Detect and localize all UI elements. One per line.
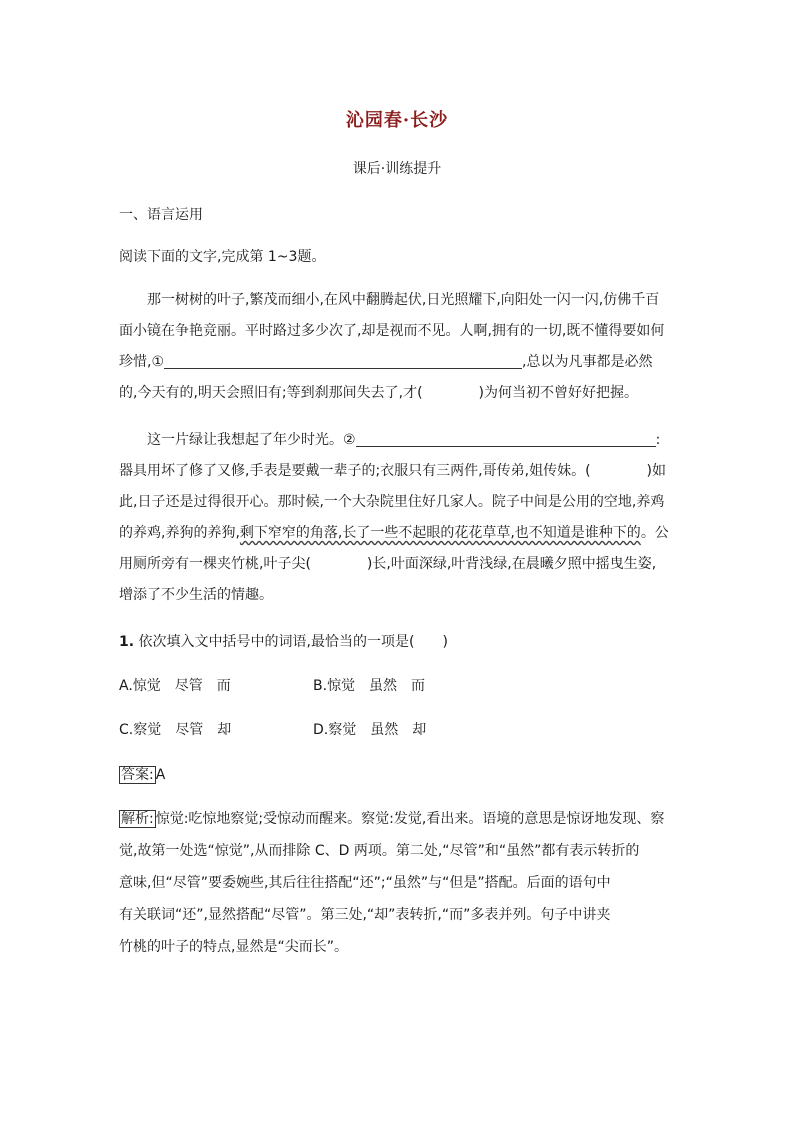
passage-paragraph-2 xyxy=(119,425,675,611)
analysis-line: 意味,但“尽管”要委婉些,其后往往搭配“还”;“虽然”与“但是”搭配。后面的语句中 xyxy=(119,875,611,891)
option-label: C. xyxy=(119,722,134,738)
passage-text: 用厕所旁有一棵夹竹桃,叶子尖( xyxy=(119,556,311,572)
passage-text: 的养鸡,养狗的养狗, xyxy=(119,525,240,541)
option-text: 惊觉 尽管 而 xyxy=(132,678,231,694)
option-label: A. xyxy=(119,678,133,694)
passage-line: 增添了不少生活的情趣。 xyxy=(119,587,273,603)
passage-text: 器具用坏了修了又修,手表是要戴一辈子的;衣服只有三两件,哥传弟,姐传妹。( xyxy=(119,463,591,479)
fill-blank-2[interactable] xyxy=(356,428,656,447)
passage-line: 面小镜在争艳竞丽。平时路过多少次了,却是视而不见。人啊,拥有的一切,既不懂得要如何 xyxy=(119,323,665,339)
option-label: B. xyxy=(313,678,328,694)
answer-value: A xyxy=(155,767,166,783)
option-b[interactable] xyxy=(313,675,425,695)
passage-text: )为何当初不曾好好把握。 xyxy=(478,385,638,401)
passage-text: ,总以为凡事都是必然 xyxy=(522,354,653,370)
passage-text: : xyxy=(655,432,661,448)
option-d[interactable] xyxy=(313,719,426,739)
section-heading: 一、语言运用 xyxy=(119,207,203,223)
instructions: 阅读下面的文字,完成第 1~3题。 xyxy=(119,249,326,265)
passage-text: )如 xyxy=(646,463,666,479)
passage-paragraph-1 xyxy=(119,285,675,409)
question-text: 依次填入文中括号中的词语,最恰当的一项是( xyxy=(138,634,415,650)
analysis-line: 觉,故第一处选“惊觉”,从而排除 C、D 两项。第二处,“尽管”和“虽然”都有表示转折的 xyxy=(119,843,640,859)
analysis-line: 有关联词“还”,显然搭配“尽管”。第三处,“却”表转折,“而”多表并列。句子中讲夹 xyxy=(119,907,611,923)
question-number: 1. xyxy=(119,634,135,650)
page-subtitle: 课后·训练提升 xyxy=(352,161,442,177)
answer-tag: 答案: xyxy=(121,767,154,783)
blank-label-1: 珍惜,① xyxy=(119,354,165,370)
passage-text: 的,今天有的,明天会照旧有;等到刹那间失去了,才( xyxy=(119,385,423,401)
analysis-line: 竹桃的叶子的特点,显然是“尖而长”。 xyxy=(119,939,348,955)
passage-line xyxy=(119,518,675,549)
page-title: 沁园春·长沙 xyxy=(345,110,449,131)
option-text: 惊觉 虽然 而 xyxy=(327,678,426,694)
option-text: 察觉 虽然 却 xyxy=(328,722,427,738)
question-text: ) xyxy=(442,634,448,650)
underlined-sentence: 剩下窄窄的角落,长了一些不起眼的花花草草,也不知道是谁种下的 xyxy=(239,525,641,541)
analysis-tag: 解析: xyxy=(121,811,154,827)
passage-line xyxy=(119,425,675,456)
passage-line: 此,日子还是过得很开心。那时候,一个大杂院里住好几家人。院子中间是公用的空地,养鸡 xyxy=(119,494,665,510)
fill-blank-1[interactable] xyxy=(164,350,522,369)
answer-line xyxy=(119,764,165,784)
option-a[interactable] xyxy=(119,675,231,695)
passage-line xyxy=(119,456,675,487)
passage-text: )长,叶面深绿,叶背浅绿,在晨曦夕照中摇曳生姿, xyxy=(366,556,657,572)
option-label: D. xyxy=(313,722,329,738)
analysis-block xyxy=(119,803,675,963)
question-1 xyxy=(119,631,448,651)
passage-text: 。公 xyxy=(640,525,669,541)
analysis-line xyxy=(119,803,675,835)
passage-line: 那一树树的叶子,繁茂而细小,在风中翻腾起伏,日光照耀下,向阳处一闪一闪,仿佛千百 xyxy=(147,292,660,308)
passage-line xyxy=(119,549,675,580)
passage-line xyxy=(119,378,675,409)
option-c[interactable] xyxy=(119,719,231,739)
analysis-text: 惊觉:吃惊地察觉;受惊动而醒来。察觉:发觉,看出来。语境的意思是惊讶地发现、察 xyxy=(155,811,665,827)
passage-line xyxy=(119,347,675,378)
blank-label-2: 这一片绿让我想起了年少时光。② xyxy=(147,432,356,448)
option-text: 察觉 尽管 却 xyxy=(133,722,232,738)
